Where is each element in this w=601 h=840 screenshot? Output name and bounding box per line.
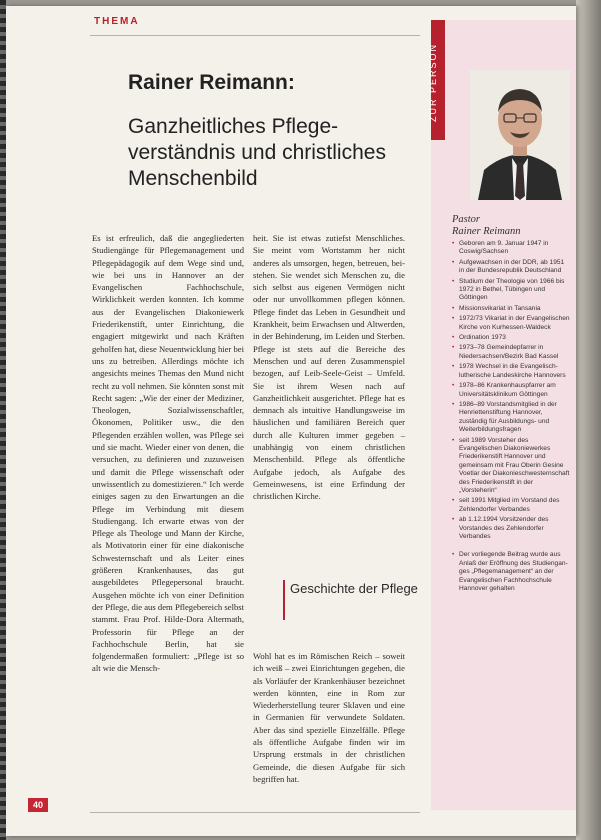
biography-list (452, 240, 570, 595)
sidebar-name-line-2: Rainer Reimann (452, 226, 521, 237)
list-item: • Aufgewachsen in der DDR, ab 1951 in der Bundesrepublik Deutschland (452, 259, 570, 276)
list-item: • Der vorliegende Beitrag wurde aus Anlaß der Eröffnung des Studienganges „Pflegemanagement“ an der Evangelischen Fachhochschule Hannover gehalten (452, 551, 570, 593)
page-edge (576, 0, 601, 840)
list-item: • seit 1991 Mitglied im Vorstand des Zehlendorfer Verbandes (452, 497, 570, 514)
body-column-1: Es ist erfreulich, daß die angegliederten Studiengänge für Pflegemanagement und Pflegepädagogik auf dem Wege sind und, wie bei uns in Hannover an der Evangelischen Fachhochschule, Wirklichkeit werden konnten. Ich komme aus der Evangelischen Diakoniewerk Friederikenstift, unter Einrichtung, die engagiert mitgewirkt und nach Kräften geholfen hat, diese Neuentwicklung hier bei uns zu betreiben. Allerdings möchte ich angesichts meines Themas den Mund nicht recht zu voll nehmen. Sie könnten sonst mit Recht sagen: „Wie der einer der Mediziner, Theologen, Sozialwissenschaftler, Ökonomen, Politiker usw., die den Pflegenden erzählen wollen, was Pflege sei und sie macht. Wieder einer von denen, die versuchen, zu definieren und zuzuweisen und damit die Pflege wissenschaft oder unwissentlich zu domestizieren.“ Ich werde einiges sagen zu den Erwartungen an die Pflege im Verbindung mit diesem Studiengang. Ich erwarte etwas von der Pflege als Theologe und Mann der Kirche, als Motivatorin einer für eine diakonische Schwesternschaft und als Leiter eines größeren Krankenhauses, das gut ausgebildetes Pflegepersonal braucht. Ausgehen möchte ich von einer Definition der Pflege, die aus dem Pflegebereich selbst stammt. Frau Prof. Hilde-Dora Altermath, Professorin für Pflege an der Fachhochschule Berlin, hat sie folgendermaßen formuliert: „Pflege ist so alt wie die Mensch- (92, 233, 244, 674)
list-item: • 1973–78 Gemeindepfarrer in Niedersachsen/Bezirk Bad Kassel (452, 344, 570, 361)
section-heading: Geschichte der Pflege (290, 581, 418, 596)
body-column-2-continued: Wohl hat es im Römischen Reich – soweit ich weiß – zwei Einrichtungen gegeben, die als Vorläufer der Krankenhäuser bezeichnet werden könnten, eine in Rom zur Wiederherstellung teurer Sklaven und eine in Germanien für verwundete Soldaten. Aber das sind spezielle Einzelfälle. Pflege als öffentliche Aufgabe finden wir im Ursprung erstmals in der christlichen Gemeinde, die diesen Aufgabe für sich begriffen hat. (253, 651, 405, 784)
article-title: Rainer Reimann: (128, 71, 295, 94)
list-item: • seit 1989 Vorsteher des Evangelischen Diakoniewerkes Friederikenstift Hannover und gemeinsam mit Frau Oberin Gesine Voetlar der Diakonieschwesternschaft des Friederikenstift in der „Vorsteherin“ (452, 437, 570, 496)
top-rule (90, 35, 420, 36)
bottom-rule (90, 812, 420, 813)
list-item: • Studium der Theologie von 1966 bis 1972 in Bethel, Tübingen und Göttingen (452, 278, 570, 303)
list-item: • 1978 Wechsel in die Evangelisch-lutherische Landeskirche Hannovers (452, 363, 570, 380)
list-item: • Geboren am 9. Januar 1947 in Coswig/Sachsen (452, 240, 570, 257)
portrait-illustration (470, 70, 570, 200)
section-label: THEMA (94, 16, 140, 27)
heading-accent-bar (283, 580, 285, 620)
list-item: • 1972/73 Vikariat in der Evangelischen Kirche von Kurhessen-Waldeck (452, 315, 570, 332)
list-item: • 1978–86 Krankenhauspfarrer am Universitätsklinikum Göttingen (452, 382, 570, 399)
portrait-photo (470, 70, 570, 200)
article-subtitle: Ganzheitliches Pflegeverständnis und christliches Menschenbild (128, 115, 386, 190)
list-item: • 1986–89 Vorstandsmitglied in der Henriettenstiftung Hannover, zuständig für Ausbildungs- und Weiterbildungsfragen (452, 401, 570, 435)
page-number: 40 (28, 798, 48, 812)
body-column-2: heit. Sie ist etwas zutiefst Menschliches. Sie meint vom Wortstamm her nicht anderes als umsorgen, hegen, betreuen, beistehen. Sie wendet sich Menschen zu, die sich selbst aus eigenen Vermögen nicht oder nur unvollkommen pflegen können. Pflege findet das Leben in Gesundheit und Krankheit, beim Erwachsen und Altwerden, in der Behinderung, im Leiden und Sterben. Pflege ist stets auf die Bereiche des Menschen und auf deren Zusammenspiel bezogen, auf Leib-Seele-Geist – Umfeld. Sie ist ihrem Wesen nach auf Ganzheitlichkeit ausgerichtet. Pflege hat es demnach als intuitive Handlungsweise im häuslichen und familiären Bereich quer durch alle Kulturen immer gegeben – unabhängig von einem christlichen Menschenbild. Pflege als öffentliche Aufgabe jedoch, als Aufgabe des Gemeinwesens, ist eine Erfindung der christlichen Kirche. (253, 233, 405, 502)
sidebar-tab-label: ZUR PERSON (428, 42, 438, 122)
list-item: • ab 1.12.1994 Vorsitzender des Vorstandes des Zehlendorfer Verbandes (452, 516, 570, 541)
sidebar-name-line-1: Pastor (452, 214, 481, 225)
list-item: • Ordination 1973 (452, 334, 570, 342)
sidebar-name (452, 214, 572, 238)
list-item: • Missionsvikariat in Tansania (452, 305, 570, 313)
